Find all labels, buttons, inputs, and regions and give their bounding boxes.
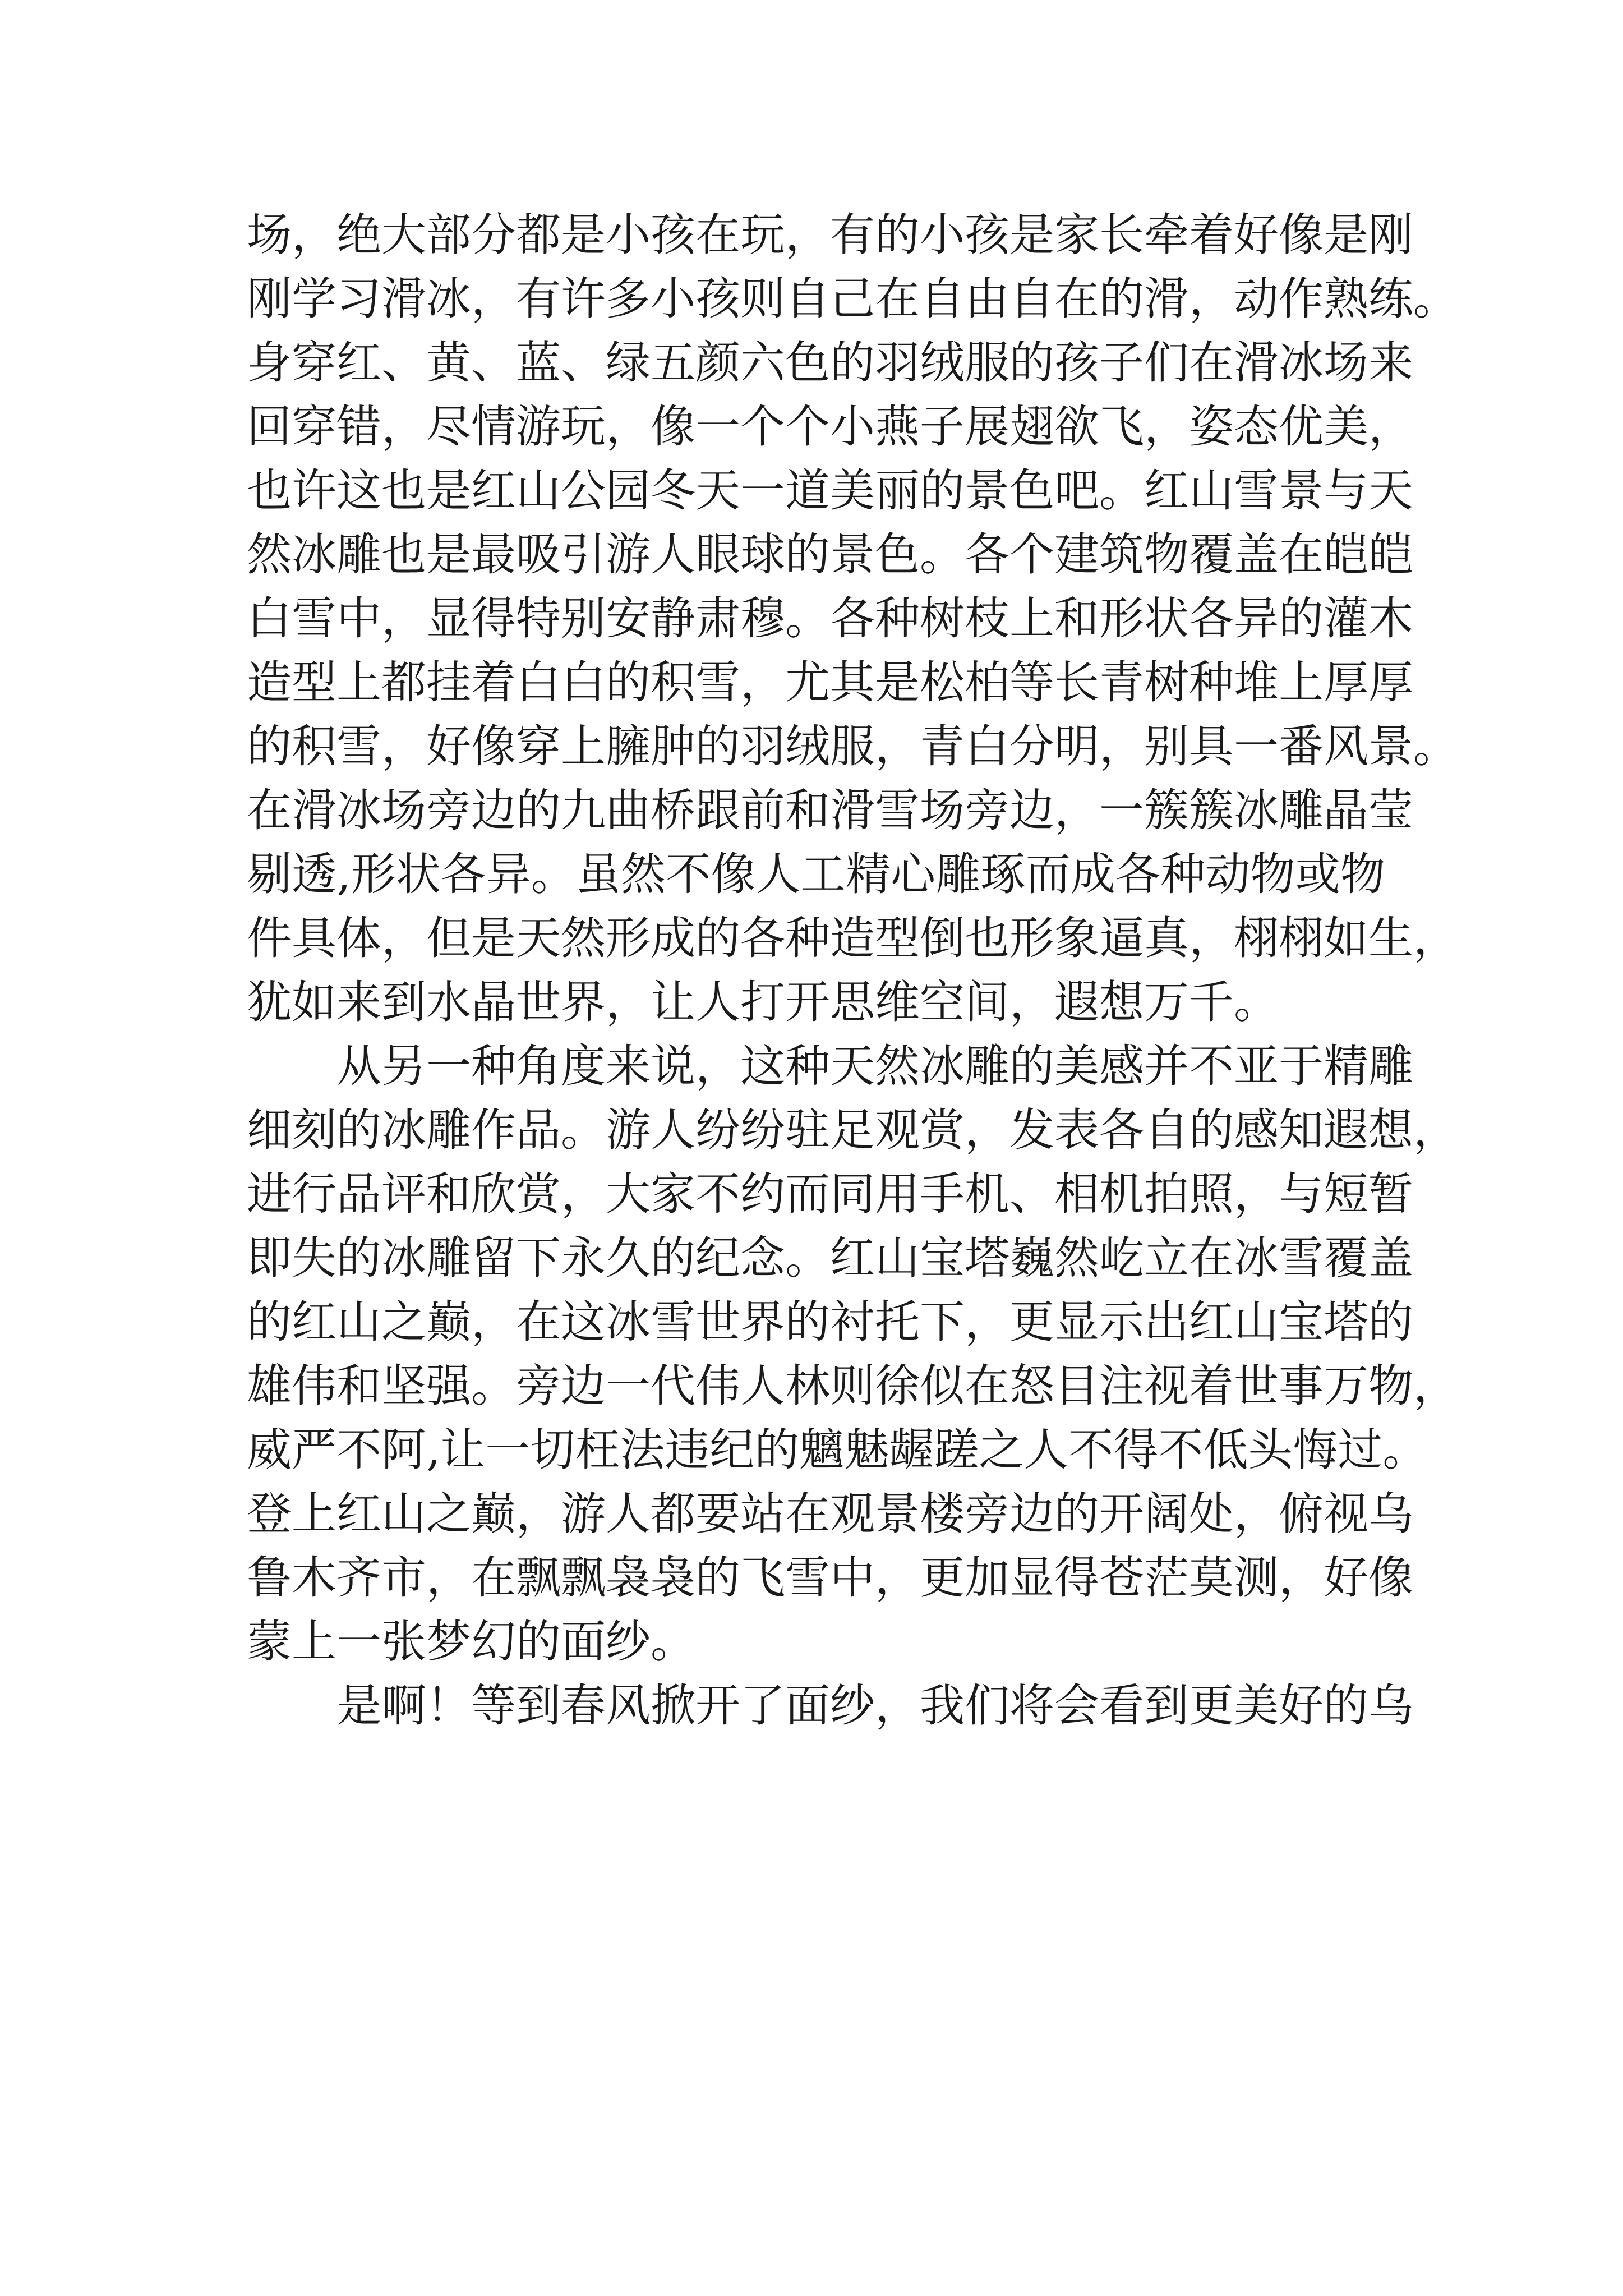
text-line: 登上红山之巅，游人都要站在观景楼旁边的开阔处，俯视乌	[247, 1488, 1413, 1540]
text-line: 回穿错，尽情游玩，像一个个小燕子展翅欲飞，姿态优美，	[247, 401, 1413, 453]
text-line: 的红山之巅，在这冰雪世界的衬托下，更显示出红山宝塔的	[247, 1296, 1413, 1348]
text-line: 从另一种角度来说，这种天然冰雕的美感并不亚于精雕	[336, 1040, 1413, 1092]
text-line: 鲁木齐市，在飘飘袅袅的飞雪中，更加显得苍茫莫测，好像	[247, 1552, 1413, 1604]
text-line: 细刻的冰雕作品。游人纷纷驻足观赏，发表各自的感知遐想，	[247, 1104, 1458, 1156]
body-text	[247, 203, 1458, 1738]
text-line: 然冰雕也是最吸引游人眼球的景色。各个建筑物覆盖在皑皑	[247, 528, 1413, 581]
text-line: 白雪中，显得特别安静肃穆。各种树枝上和形状各异的灌木	[247, 592, 1413, 645]
text-line: 刚学习滑冰，有许多小孩则自己在自由自在的滑，动作熟练。	[247, 273, 1458, 325]
text-line: 在滑冰场旁边的九曲桥跟前和滑雪场旁边，一簇簇冰雕晶莹	[247, 784, 1413, 836]
text-line: 场，绝大部分都是小孩在玩，有的小孩是家长牵着好像是刚	[247, 209, 1413, 261]
text-line: 犹如来到水晶世界，让人打开思维空间，遐想万千。	[247, 976, 1279, 1028]
text-line: 剔透,形状各异。虽然不像人工精心雕琢而成各种动物或物	[247, 848, 1385, 900]
text-line: 身穿红、黄、蓝、绿五颜六色的羽绒服的孩子们在滑冰场来	[247, 337, 1413, 389]
text-line: 件具体，但是天然形成的各种造型倒也形象逼真，栩栩如生，	[247, 912, 1458, 964]
text-line: 威严不阿,让一切枉法违纪的魑魅龌蹉之人不得不低头悔过。	[247, 1424, 1428, 1476]
text-line: 即失的冰雕留下永久的纪念。红山宝塔巍然屹立在冰雪覆盖	[247, 1232, 1413, 1284]
text-line: 的积雪，好像穿上臃肿的羽绒服，青白分明，别具一番风景。	[247, 720, 1458, 772]
text-line: 进行品评和欣赏，大家不约而同用手机、相机拍照，与短暂	[247, 1168, 1413, 1220]
text-line: 造型上都挂着白白的积雪，尤其是松柏等长青树种堆上厚厚	[247, 656, 1413, 708]
text-line: 也许这也是红山公园冬天一道美丽的景色吧。红山雪景与天	[247, 464, 1413, 517]
text-line: 雄伟和坚强。旁边一代伟人林则徐似在怒目注视着世事万物，	[247, 1360, 1458, 1412]
text-line: 是啊！等到春风掀开了面纱，我们将会看到更美好的乌	[336, 1680, 1413, 1732]
text-line: 蒙上一张梦幻的面纱。	[247, 1616, 695, 1668]
